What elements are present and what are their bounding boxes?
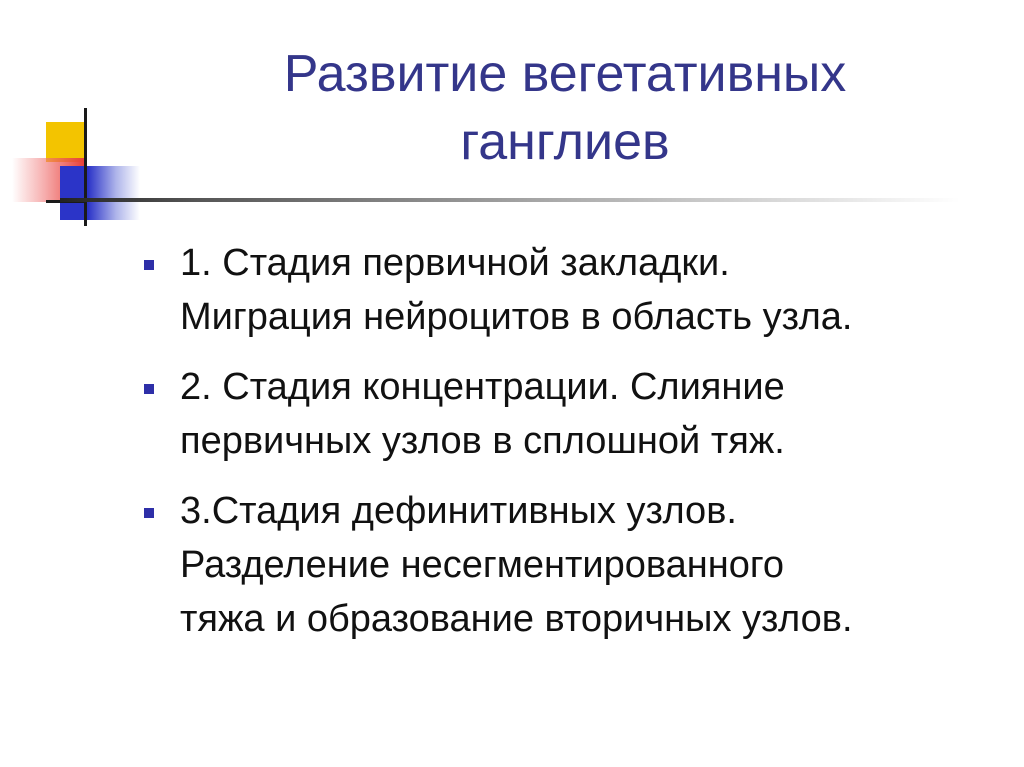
bullet-text [180,360,1000,468]
title-line-2: ганглиев [460,113,670,171]
bullet-item-3 [140,484,1000,646]
title-line-1: Развитие вегетативных [283,45,847,103]
bullet-line: 2. Стадия концентрации. Слияние [180,366,785,408]
blue-square [60,166,140,220]
bullet-list [140,236,1000,662]
vertical-line [84,108,87,226]
bullet-line: Разделение несегментированного [180,544,785,586]
bullet-item-1 [140,236,1000,344]
bullet-text [180,236,1000,344]
color-squares-logo [0,0,150,240]
square-bullet-icon [144,508,154,518]
bullet-item-2 [140,360,1000,468]
bullet-line: 1. Стадия первичной закладки. [180,242,730,284]
yellow-square [46,122,84,162]
bullet-text [180,484,1000,646]
bullet-line: тяжа и образование вторичных узлов. [180,598,853,640]
slide-title [150,40,980,176]
square-bullet-icon [144,260,154,270]
bullet-line: 3.Стадия дефинитивных узлов. [180,490,737,532]
bullet-line: первичных узлов в сплошной тяж. [180,420,785,462]
bullet-line: Миграция нейроцитов в область узла. [180,296,853,338]
title-divider [60,198,960,202]
square-bullet-icon [144,384,154,394]
